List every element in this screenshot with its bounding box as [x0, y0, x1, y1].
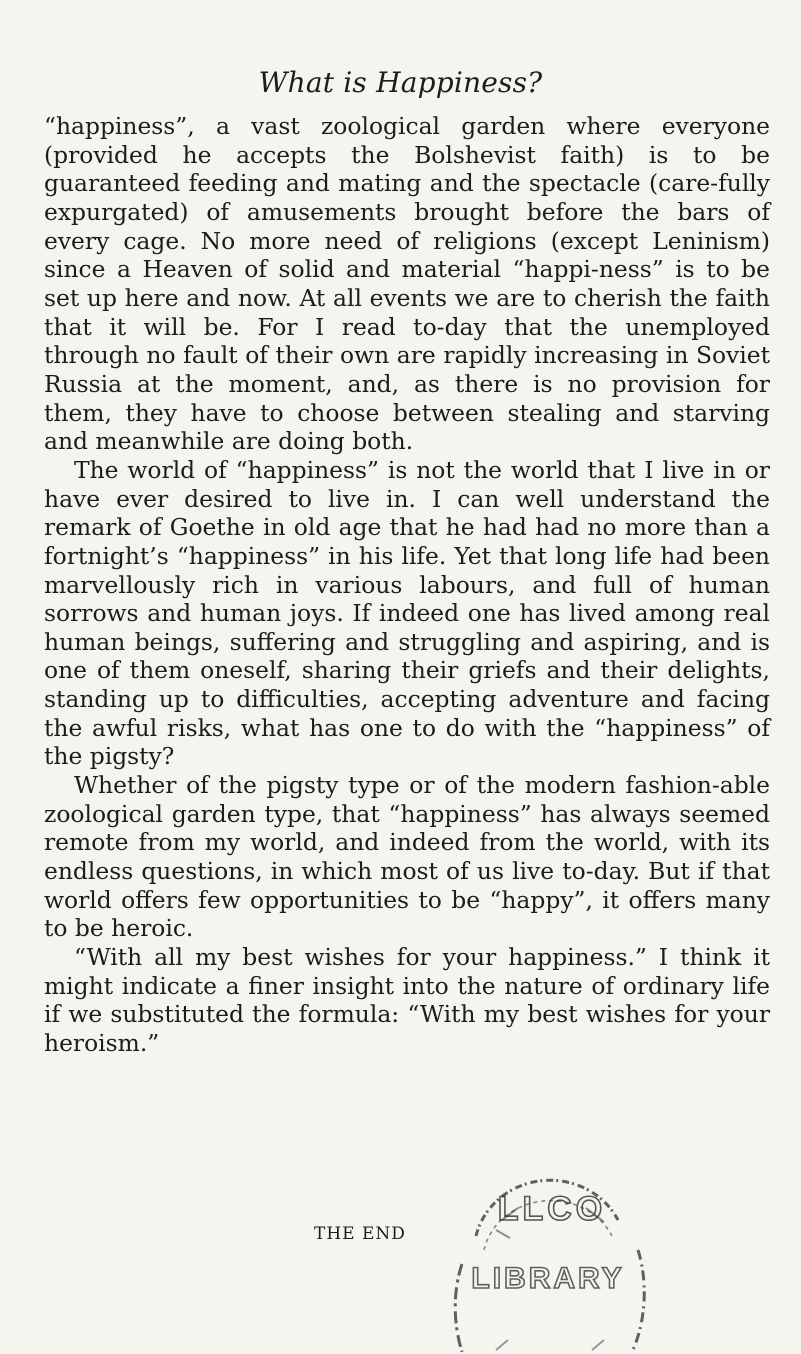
paragraph: Whether of the pigsty type or of the modern fashion-able zoological garden type, that “happiness” has always seemed remote from my world, and indeed from the world, with its endless questions, in which most of us live to-day. But if that world offers few opportunities to be “happy”, it offers many to be heroic.	[44, 771, 770, 943]
stamp-top-text: LLCO	[497, 1190, 607, 1228]
paragraph: “happiness”, a vast zoological garden where everyone (provided he accepts the Bolshevist faith) is to be guaranteed feeding and mating and the spectacle (care-fully expurgated) of amusements brought before the bars of every cage. No more need of religions (except Leninism) since a Heaven of solid and material “happi-ness” is to be set up here and now. At all events we are to cherish the faith that it will be. For I read to-day that the unemployed through no fault of their own are rapidly increasing in Soviet Russia at the moment, and, as there is no provision for them, they have to choose between stealing and starving and meanwhile are doing both.	[44, 112, 770, 456]
body-text	[44, 112, 770, 1058]
running-title: What is Happiness?	[258, 66, 543, 99]
paragraph: “With all my best wishes for your happiness.” I think it might indicate a finer insight into the nature of ordinary life if we substituted the formula: “With my best wishes for your heroism.”	[44, 943, 770, 1057]
library-stamp-graphic	[436, 1154, 662, 1354]
stamp-main-text: LIBRARY	[471, 1262, 625, 1295]
library-stamp	[436, 1154, 662, 1354]
stamp-tick	[496, 1230, 510, 1238]
stamp-tick	[592, 1340, 604, 1350]
stamp-right-edge	[632, 1250, 644, 1352]
paragraph: The world of “happiness” is not the world that I live in or have ever desired to live in. I can well understand the remark of Goethe in old age that he had had no more than a fortnight’s “happiness” in his life. Yet that long life had been marvellously rich in various labours, and full of human sorrows and human joys. If indeed one has lived among real human beings, suffering and struggling and aspiring, and is one of them oneself, sharing their griefs and their delights, standing up to difficulties, accepting adventure and facing the awful risks, what has one to do with the “happiness” of the pigsty?	[44, 455, 770, 771]
end-mark: THE END	[314, 1224, 406, 1244]
stamp-left-edge	[455, 1264, 462, 1352]
stamp-tick	[496, 1340, 508, 1350]
